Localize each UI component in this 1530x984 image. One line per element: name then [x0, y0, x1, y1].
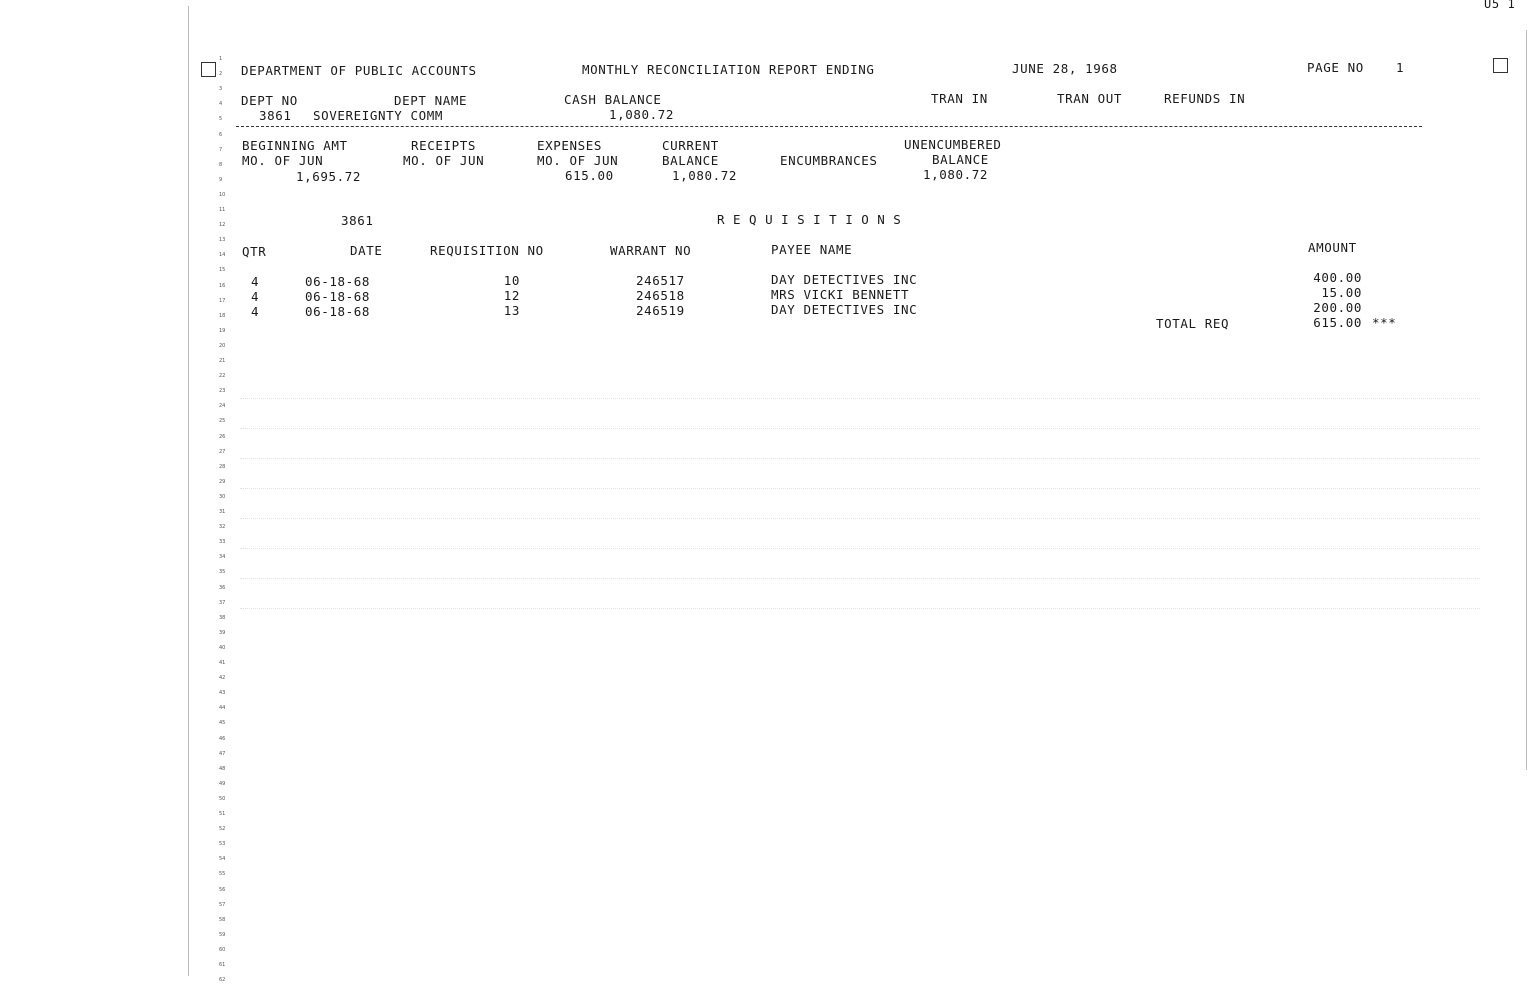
requisitions-dept-code: 3861 — [341, 213, 374, 228]
line-number: 16 — [219, 283, 226, 289]
col-dept-no: DEPT NO — [241, 93, 298, 108]
line-number: 10 — [219, 192, 226, 198]
col-beginning-2: MO. OF JUN — [242, 153, 324, 168]
line-number: 8 — [219, 162, 223, 168]
line-number: 21 — [219, 358, 226, 364]
ghost-line — [240, 428, 1480, 429]
line-number: 36 — [219, 585, 226, 591]
unencumbered-value: 1,080.72 — [923, 167, 989, 182]
line-number: 13 — [219, 237, 226, 243]
expenses-value: 615.00 — [565, 168, 614, 183]
req-qtr: 4 — [251, 289, 260, 304]
line-number: 49 — [219, 781, 226, 787]
line-number: 4 — [219, 101, 223, 107]
line-number: 62 — [219, 977, 226, 983]
req-payee: DAY DETECTIVES INC — [771, 272, 918, 287]
req-date: 06-18-68 — [305, 274, 371, 289]
col-qtr: QTR — [242, 244, 267, 259]
line-number: 22 — [219, 373, 226, 379]
line-number: 40 — [219, 645, 226, 651]
left-checkbox-mark — [201, 62, 216, 77]
req-requisition-no: 12 — [503, 288, 520, 303]
col-current-1: CURRENT — [662, 138, 719, 153]
dept-name-value: SOVEREIGNTY COMM — [313, 108, 444, 123]
cash-balance-value: 1,080.72 — [609, 107, 675, 122]
line-number: 50 — [219, 796, 226, 802]
line-number: 37 — [219, 600, 226, 606]
corner-mark: U5 1 — [1484, 0, 1516, 11]
ghost-line — [240, 488, 1480, 489]
line-number: 18 — [219, 313, 226, 319]
right-checkbox-mark — [1493, 58, 1508, 73]
req-amount: 15.00 — [1321, 285, 1362, 300]
col-encumbrances: ENCUMBRANCES — [780, 153, 878, 168]
line-number: 43 — [219, 690, 226, 696]
col-expenses-1: EXPENSES — [537, 138, 603, 153]
req-payee: MRS VICKI BENNETT — [771, 287, 910, 302]
total-req-amount: 615.00 — [1313, 315, 1362, 330]
line-number: 51 — [219, 811, 226, 817]
col-requisition-no: REQUISITION NO — [430, 243, 544, 258]
line-number: 61 — [219, 962, 226, 968]
line-number: 33 — [219, 539, 226, 545]
line-number: 46 — [219, 736, 226, 742]
line-number: 29 — [219, 479, 226, 485]
req-date: 06-18-68 — [305, 289, 371, 304]
req-payee: DAY DETECTIVES INC — [771, 302, 918, 317]
req-requisition-no: 13 — [503, 303, 520, 318]
line-number: 1 — [219, 56, 223, 62]
line-number: 39 — [219, 630, 226, 636]
line-number: 57 — [219, 902, 226, 908]
line-number: 11 — [219, 207, 226, 213]
line-number: 2 — [219, 71, 223, 77]
req-warrant-no: 246517 — [636, 273, 685, 288]
report-date: JUNE 28, 1968 — [1012, 61, 1118, 76]
col-date: DATE — [350, 243, 383, 258]
line-number: 25 — [219, 418, 226, 424]
col-current-2: BALANCE — [662, 153, 719, 168]
line-number: 34 — [219, 554, 226, 560]
total-req-label: TOTAL REQ — [1156, 316, 1230, 331]
line-number: 60 — [219, 947, 226, 953]
req-requisition-no: 10 — [503, 273, 520, 288]
dept-no-value: 3861 — [259, 108, 292, 123]
line-number: 23 — [219, 388, 226, 394]
col-receipts-2: MO. OF JUN — [403, 153, 485, 168]
req-warrant-no: 246519 — [636, 303, 685, 318]
line-number: 19 — [219, 328, 226, 334]
line-number: 58 — [219, 917, 226, 923]
col-unencumbered-1: UNENCUMBERED — [904, 137, 1002, 152]
line-number: 12 — [219, 222, 226, 228]
line-number: 24 — [219, 403, 226, 409]
line-number: 9 — [219, 177, 223, 183]
separator-line — [236, 126, 1422, 127]
req-amount: 200.00 — [1313, 300, 1362, 315]
line-number: 7 — [219, 147, 223, 153]
col-expenses-2: MO. OF JUN — [537, 153, 619, 168]
ghost-line — [240, 578, 1480, 579]
line-number: 59 — [219, 932, 226, 938]
col-unencumbered-2: BALANCE — [932, 152, 989, 167]
line-number: 55 — [219, 871, 226, 877]
total-req-marker: *** — [1372, 315, 1397, 330]
line-number: 54 — [219, 856, 226, 862]
line-number: 47 — [219, 751, 226, 757]
right-margin-line — [1526, 30, 1527, 770]
department-title: DEPARTMENT OF PUBLIC ACCOUNTS — [241, 63, 477, 78]
line-number: 17 — [219, 298, 226, 304]
col-warrant-no: WARRANT NO — [610, 243, 692, 258]
req-qtr: 4 — [251, 274, 260, 289]
req-warrant-no: 246518 — [636, 288, 685, 303]
line-number: 45 — [219, 720, 226, 726]
col-tran-out: TRAN OUT — [1057, 91, 1123, 106]
line-number: 48 — [219, 766, 226, 772]
ghost-line — [240, 548, 1480, 549]
left-margin-line — [188, 6, 189, 976]
beginning-value: 1,695.72 — [296, 169, 362, 184]
page-number: 1 — [1396, 60, 1405, 75]
ghost-line — [240, 518, 1480, 519]
current-value: 1,080.72 — [672, 168, 738, 183]
line-number: 56 — [219, 887, 226, 893]
requisitions-title: REQUISITIONS — [717, 212, 910, 227]
col-payee-name: PAYEE NAME — [771, 242, 853, 257]
line-number: 42 — [219, 675, 226, 681]
col-tran-in: TRAN IN — [931, 91, 988, 106]
req-date: 06-18-68 — [305, 304, 371, 319]
line-number: 31 — [219, 509, 226, 515]
col-dept-name: DEPT NAME — [394, 93, 468, 108]
ghost-line — [240, 608, 1480, 609]
req-amount: 400.00 — [1313, 270, 1362, 285]
line-number: 27 — [219, 449, 226, 455]
col-cash-balance: CASH BALANCE — [564, 92, 662, 107]
req-qtr: 4 — [251, 304, 260, 319]
line-number: 44 — [219, 705, 226, 711]
line-number: 32 — [219, 524, 226, 530]
line-number: 20 — [219, 343, 226, 349]
ghost-line — [240, 458, 1480, 459]
line-number: 15 — [219, 267, 226, 273]
line-number: 41 — [219, 660, 226, 666]
line-number: 35 — [219, 569, 226, 575]
col-receipts-1: RECEIPTS — [411, 138, 477, 153]
report-title: MONTHLY RECONCILIATION REPORT ENDING — [582, 62, 875, 77]
line-number: 53 — [219, 841, 226, 847]
col-refunds-in: REFUNDS IN — [1164, 91, 1246, 106]
line-number: 38 — [219, 615, 226, 621]
line-number: 30 — [219, 494, 226, 500]
col-amount: AMOUNT — [1308, 240, 1357, 255]
page-label: PAGE NO — [1307, 60, 1364, 75]
line-number: 28 — [219, 464, 226, 470]
line-number: 6 — [219, 132, 223, 138]
ghost-line — [240, 398, 1480, 399]
col-beginning-1: BEGINNING AMT — [242, 138, 348, 153]
line-number: 26 — [219, 434, 226, 440]
line-number: 3 — [219, 86, 223, 92]
line-number: 52 — [219, 826, 226, 832]
line-number: 5 — [219, 116, 223, 122]
line-number: 14 — [219, 252, 226, 258]
